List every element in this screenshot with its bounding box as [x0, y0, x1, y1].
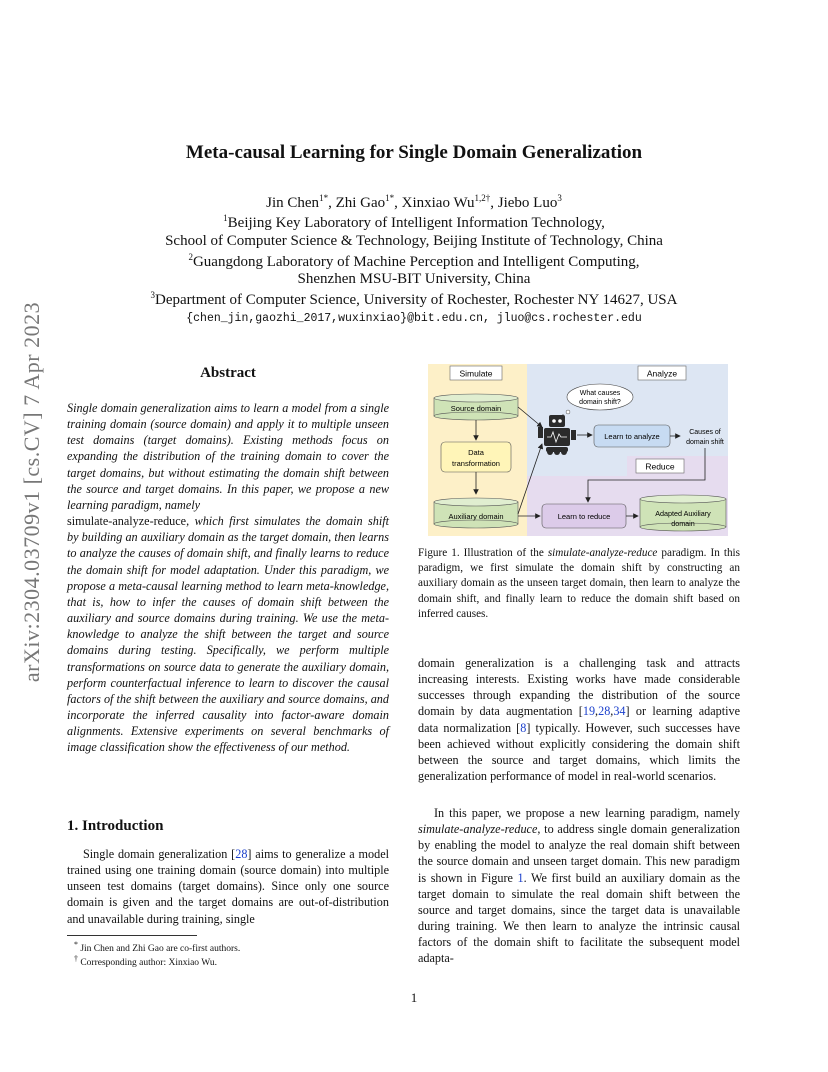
- footnote-2: [74, 954, 217, 968]
- body-text: domain generalization is a challenging task and attracts increasing interests. Existing works have made considerable successes through expanding the distribution of the source domain by data augmentation [: [418, 656, 740, 719]
- citation-link[interactable]: 28: [235, 847, 248, 861]
- footnote-1: [74, 940, 240, 954]
- author-sep: ,: [394, 195, 402, 211]
- citation-link[interactable]: 28: [598, 704, 611, 719]
- body-text: ] typically. However, such successes have been achieved without explicitly considering the domain shift between the source and target domains, which limits the generalization performance of model in real-world scenarios.: [418, 720, 741, 784]
- figure-1-diagram: [428, 364, 728, 536]
- body-text: In this paper, we propose a new learning paradigm, namely: [434, 806, 740, 820]
- affiliation-text: Department of Computer Science, University of Rochester, Rochester NY 14627, USA: [155, 292, 678, 308]
- abstract-term: simulate-analyze-reduce: [67, 514, 187, 529]
- affiliation-sup: 1: [223, 213, 228, 223]
- causes-label-1: Causes of: [689, 429, 721, 436]
- author-name: Zhi Gao: [335, 195, 386, 211]
- footnote-mark: †: [74, 954, 78, 963]
- body-term: simulate-analyze-reduce: [418, 822, 538, 837]
- caption-text: paradigm. In this paradigm, we first simulate the domain shift by constructing an auxiliary domain as the unseen target domain, then learn to analyze the domain shift, and finally learn to reduce the domain shift based on inferred causes.: [418, 547, 741, 620]
- affiliation-sup: 2: [188, 252, 193, 262]
- intro-text: Single domain generalization [: [83, 847, 236, 861]
- author-sep: ,: [490, 195, 498, 211]
- author-sep: ,: [328, 195, 336, 211]
- body-text: ] or learning adaptive data normalization [: [418, 704, 740, 735]
- caption-term: simulate-analyze-reduce: [547, 547, 658, 559]
- abstract-text: Single domain generalization aims to learn a model from a single training domain (source domain) and apply it to multiple unseen test domains (target domains). Existing methods focus on expanding the distribution of the training domain to cover the target domains, but without estimating the domain shift between the source and target domains. In this paper, we propose a new learning paradigm, namely: [67, 401, 389, 512]
- paper-title: Meta-causal Learning for Single Domain Generalization: [185, 142, 643, 163]
- affiliation-1: [0, 213, 828, 232]
- intro-text: ] aims to generalize a model trained using one training domain (source domain) into multiple unseen test domains (target domains). Since only one source domain is given and the target domains are out-of-distribution and unavailable during training, single: [67, 847, 389, 926]
- adapted-domain-label-1: Adapted Auxiliary: [655, 509, 711, 518]
- author-name: Xinxiao Wu: [401, 195, 475, 211]
- citation-link[interactable]: 8: [520, 720, 527, 735]
- data-transformation-label-1: Data: [468, 448, 484, 457]
- citation-link[interactable]: 19: [582, 704, 596, 719]
- abstract-heading: Abstract: [200, 365, 256, 381]
- citation-link[interactable]: 34: [613, 704, 626, 719]
- page-number: 1: [410, 990, 418, 1005]
- adapted-domain-label-2: domain: [671, 519, 695, 528]
- abstract-body: [67, 400, 389, 755]
- source-domain-label: Source domain: [450, 404, 502, 413]
- author-sup: 1,2†: [474, 193, 491, 203]
- arxiv-id: arXiv:2304.03709v1 [cs.CV] 7 Apr 2023: [19, 301, 44, 683]
- author-sup: 1*: [319, 193, 329, 203]
- footnote-mark: *: [74, 940, 78, 949]
- abstract-text: , which first simulates the domain shift by building an auxiliary domain as the target domain, then learns to analyze the causes of domain shift, and finally learns to reduce the domain shift for model adaptation. Under this paradigm, we propose a meta-causal learning method to learn meta-knowledge, that is, how to infer the causes of domain shift between the auxiliary and source domains during training. We use the meta-knowledge to analyze the shift between the target and source domains during testing. Specifically, we perform multiple transformations on source data to generate the auxiliary domain, perform counterfactual inference to learn to discover the causal factors of the shift between the auxiliary and source domains, and incorporate the inferred causality into factor-aware domain alignments. Extensive experiments on several benchmarks of image classification show the effectiveness of our method.: [67, 514, 389, 755]
- caption-text: Figure 1. Illustration of the: [418, 547, 548, 559]
- simulate-label: Simulate: [459, 368, 493, 379]
- figure-caption: [418, 546, 740, 622]
- affiliation-sup: 3: [150, 290, 155, 300]
- reduce-label: Reduce: [645, 461, 675, 472]
- intro-paragraph: [67, 846, 389, 927]
- author-name: Jin Chen: [266, 195, 320, 211]
- affiliation-text: Guangdong Laboratory of Machine Perception and Intelligent Computing,: [192, 254, 640, 270]
- footnote-text: Jin Chen and Zhi Gao are co-first authors.: [77, 944, 241, 955]
- author-name: Jiebo Luo: [497, 195, 558, 211]
- body-text: . We first build an auxiliary domain as the target domain to simulate the real domain shift between the source and target domains, since the target data is unavailable during training. We then learn to analyze the intrinsic causal factors of the domain shift to facilitate the subsequent model adapta-: [418, 870, 740, 966]
- analyze-label: Analyze: [646, 368, 678, 379]
- affiliation-2-line2: Shenzhen MSU-BIT University, China: [297, 271, 531, 287]
- bubble-text-2: domain shift?: [579, 399, 621, 406]
- author-list: [0, 193, 828, 212]
- affiliation-1-line2: School of Computer Science & Technology, Beijing Institute of Technology, China: [165, 233, 663, 249]
- body-text: , to address single domain generalization by enabling the model to analyze the real domain shift between the source domain and unseen target domain. This new paradigm is shown in Figure: [418, 822, 740, 885]
- body-text: ,: [595, 704, 599, 719]
- arxiv-stamp: [18, 292, 46, 692]
- affiliation-2: [0, 252, 828, 271]
- author-emails: {chen_jin,gaozhi_2017,wuxinxiao}@bit.edu.cn, jluo@cs.rochester.edu: [186, 312, 642, 325]
- footnote-rule: [67, 935, 197, 936]
- right-paragraph-1: [418, 655, 740, 784]
- section-heading-introduction: 1. Introduction: [67, 818, 164, 834]
- causes-label-2: domain shift: [686, 439, 724, 446]
- data-transformation-label-2: transformation: [452, 459, 500, 468]
- learn-to-reduce-label: Learn to reduce: [557, 512, 611, 521]
- learn-to-analyze-label: Learn to analyze: [604, 432, 660, 441]
- footnote-text: Corresponding author: Xinxiao Wu.: [77, 958, 217, 969]
- figure-link[interactable]: 1: [517, 870, 524, 885]
- affiliation-3: [0, 290, 828, 309]
- author-sup: 1*: [385, 193, 395, 203]
- affiliation-text: Beijing Key Laboratory of Intelligent Information Technology,: [227, 215, 605, 231]
- auxiliary-domain-label: Auxiliary domain: [448, 512, 504, 521]
- bubble-text-1: What causes: [579, 390, 621, 397]
- author-sup: 3: [557, 193, 562, 203]
- right-paragraph-2: [418, 805, 740, 967]
- body-text: ,: [610, 704, 614, 719]
